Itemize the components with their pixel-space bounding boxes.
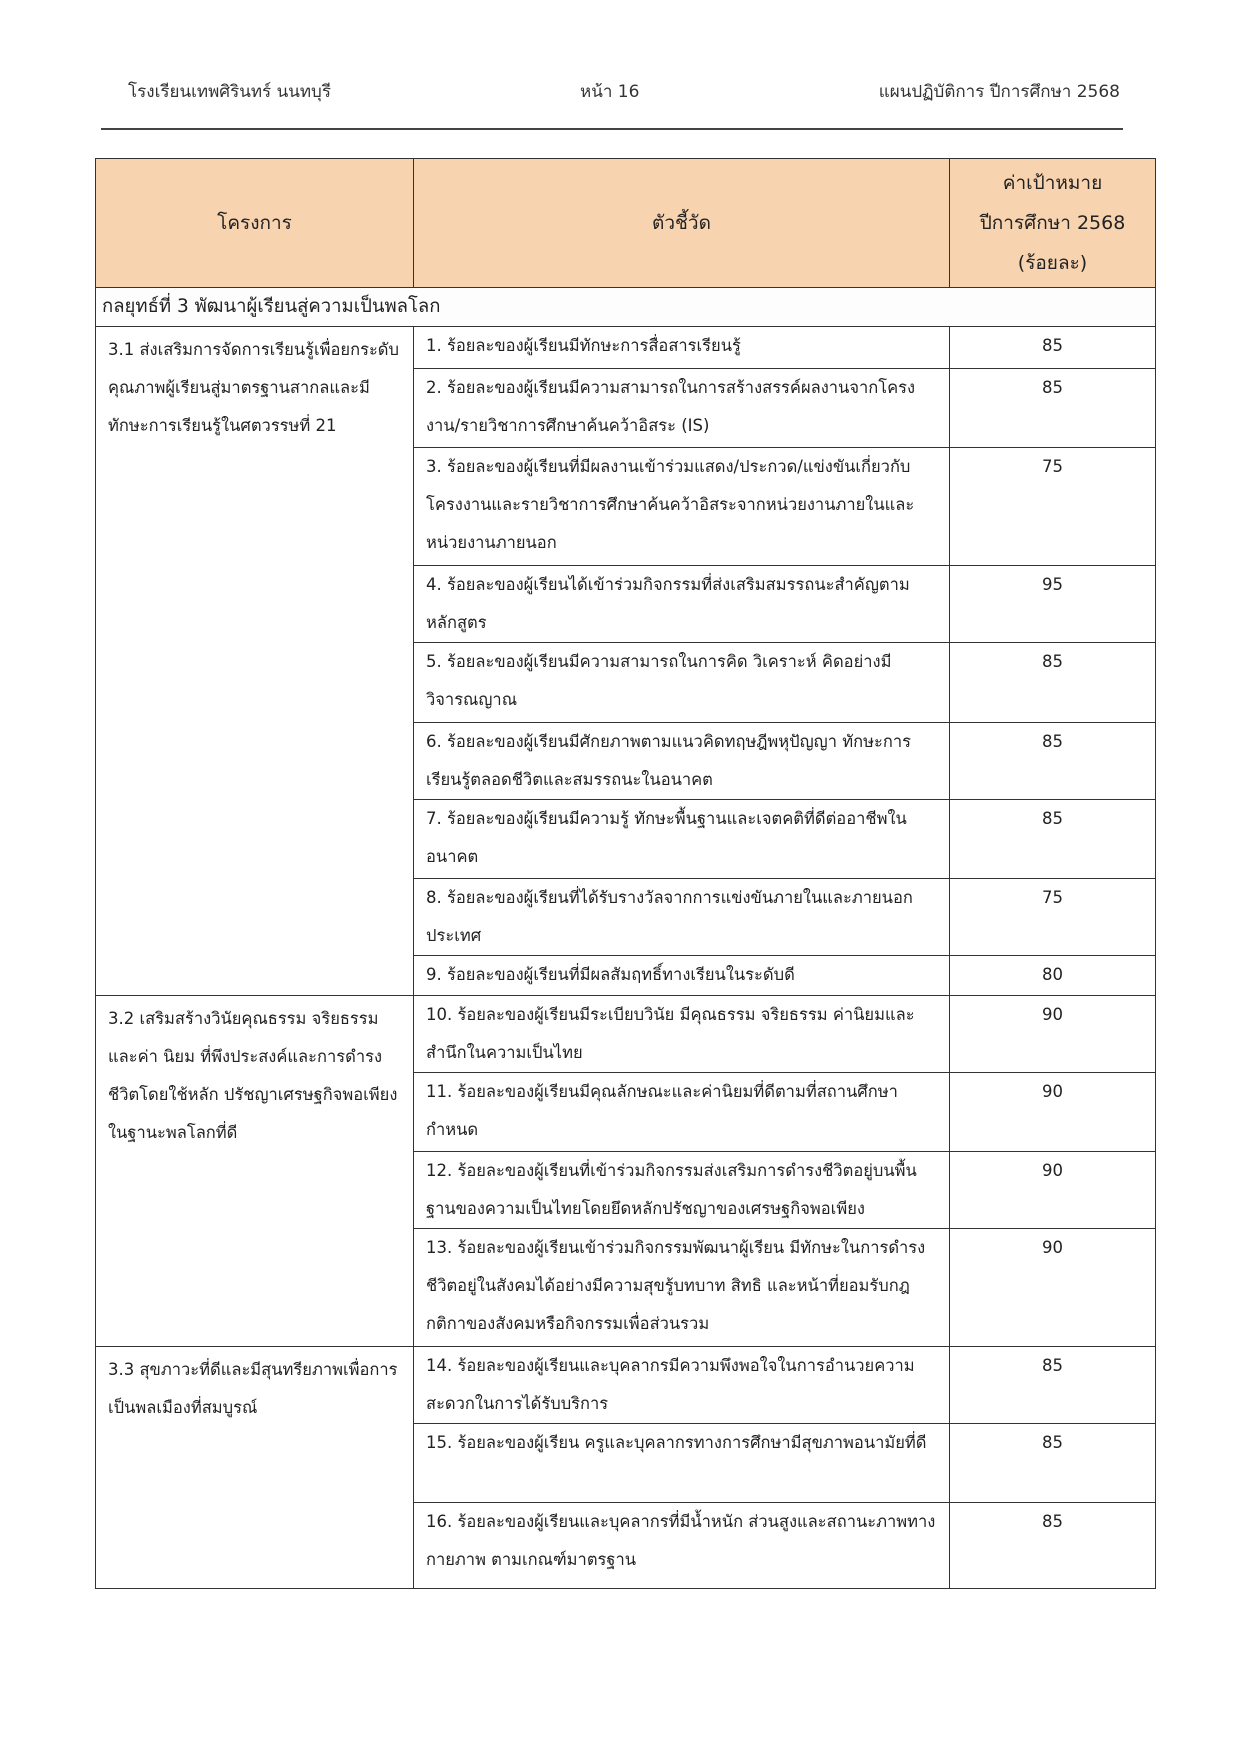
target-cell: 80 xyxy=(950,956,1156,996)
indicator-cell: 7. ร้อยละของผู้เรียนมีความรู้ ทักษะพื้นฐานและเจตคติที่ดีต่ออาชีพในอนาคต xyxy=(414,800,950,879)
table-row xyxy=(96,996,1156,1073)
header-indicator: ตัวชี้วัด xyxy=(414,159,950,288)
target-cell: 85 xyxy=(950,643,1156,723)
project-cell: 3.1 ส่งเสริมการจัดการเรียนรู้เพื่อยกระดับคุณภาพผู้เรียนสู่มาตรฐานสากลและมีทักษะการเรียนรู้ในศตวรรษที่ 21 xyxy=(96,327,414,996)
header-target xyxy=(950,159,1156,288)
indicator-cell: 16. ร้อยละของผู้เรียนและบุคลากรที่มีน้ำหนัก ส่วนสูงและสถานะภาพทางกายภาพ ตามเกณฑ์มาตรฐาน xyxy=(414,1503,950,1589)
target-cell: 85 xyxy=(950,1347,1156,1424)
indicator-cell: 1. ร้อยละของผู้เรียนมีทักษะการสื่อสารเรียนรู้ xyxy=(414,327,950,369)
header-project: โครงการ xyxy=(96,159,414,288)
target-cell: 85 xyxy=(950,1424,1156,1503)
indicator-cell: 11. ร้อยละของผู้เรียนมีคุณลักษณะและค่านิยมที่ดีตามที่สถานศึกษากำหนด xyxy=(414,1073,950,1152)
page-number: หน้า 16 xyxy=(580,82,640,102)
table-header-row xyxy=(96,159,1156,288)
indicator-cell: 10. ร้อยละของผู้เรียนมีระเบียบวินัย มีคุณธรรม จริยธรรม ค่านิยมและสำนึกในความเป็นไทย xyxy=(414,996,950,1073)
school-name: โรงเรียนเทพศิรินทร์ นนทบุรี xyxy=(128,82,331,102)
target-cell: 85 xyxy=(950,327,1156,369)
target-cell: 90 xyxy=(950,1229,1156,1347)
indicator-cell: 15. ร้อยละของผู้เรียน ครูและบุคลากรทางการศึกษามีสุขภาพอนามัยที่ดี xyxy=(414,1424,950,1503)
indicator-cell: 9. ร้อยละของผู้เรียนที่มีผลสัมฤทธิ์ทางเรียนในระดับดี xyxy=(414,956,950,996)
target-cell: 85 xyxy=(950,723,1156,800)
table-row xyxy=(96,1347,1156,1424)
strategy-title: กลยุทธ์ที่ 3 พัฒนาผู้เรียนสู่ความเป็นพลโลก xyxy=(96,288,1156,327)
indicator-cell: 13. ร้อยละของผู้เรียนเข้าร่วมกิจกรรมพัฒนาผู้เรียน มีทักษะในการดำรงชีวิตอยู่ในสังคมได้อย่างมีความสุขรู้บทบาท สิทธิ และหน้าที่ยอมรับกฎกติกาของสังคมหรือกิจกรรมเพื่อส่วนรวม xyxy=(414,1229,950,1347)
header-divider xyxy=(101,128,1123,130)
project-cell: 3.2 เสริมสร้างวินัยคุณธรรม จริยธรรมและค่า นิยม ที่พึงประสงค์และการดำรงชีวิตโดยใช้หลัก ปรัชญาเศรษฐกิจพอเพียงในฐานะพลโลกที่ดี xyxy=(96,996,414,1347)
target-cell: 85 xyxy=(950,369,1156,448)
indicator-cell: 12. ร้อยละของผู้เรียนที่เข้าร่วมกิจกรรมส่งเสริมการดำรงชีวิตอยู่บนพื้นฐานของความเป็นไทยโดยยึดหลักปรัชญาของเศรษฐกิจพอเพียง xyxy=(414,1152,950,1229)
target-cell: 90 xyxy=(950,996,1156,1073)
indicator-cell: 6. ร้อยละของผู้เรียนมีศักยภาพตามแนวคิดทฤษฎีพหุปัญญา ทักษะการเรียนรู้ตลอดชีวิตและสมรรถนะในอนาคต xyxy=(414,723,950,800)
indicator-cell: 8. ร้อยละของผู้เรียนที่ได้รับรางวัลจากการแข่งขันภายในและภายนอก ประเทศ xyxy=(414,879,950,956)
indicator-cell: 2. ร้อยละของผู้เรียนมีความสามารถในการสร้างสรรค์ผลงานจากโครงงาน/รายวิชาการศึกษาค้นคว้าอิสระ (IS) xyxy=(414,369,950,448)
header-target-line: (ร้อยละ) xyxy=(1017,252,1088,274)
target-cell: 75 xyxy=(950,448,1156,566)
indicator-cell: 14. ร้อยละของผู้เรียนและบุคลากรมีความพึงพอใจในการอำนวยความสะดวกในการได้รับบริการ xyxy=(414,1347,950,1424)
table-row xyxy=(96,327,1156,369)
target-cell: 75 xyxy=(950,879,1156,956)
target-cell: 90 xyxy=(950,1073,1156,1152)
target-cell: 85 xyxy=(950,800,1156,879)
target-cell: 90 xyxy=(950,1152,1156,1229)
indicator-cell: 5. ร้อยละของผู้เรียนมีความสามารถในการคิด วิเคราะห์ คิดอย่างมีวิจารณญาณ xyxy=(414,643,950,723)
header-target-line: ปีการศึกษา 2568 xyxy=(979,212,1126,234)
plan-title: แผนปฏิบัติการ ปีการศึกษา 2568 xyxy=(878,82,1120,102)
indicator-cell: 3. ร้อยละของผู้เรียนที่มีผลงานเข้าร่วมแสดง/ประกวด/แข่งขันเกี่ยวกับโครงงานและรายวิชาการศึกษาค้นคว้าอิสระจากหน่วยงานภายในและหน่วยงานภายนอก xyxy=(414,448,950,566)
indicator-table xyxy=(95,158,1156,1589)
header-target-line: ค่าเป้าหมาย xyxy=(1002,172,1103,194)
target-cell: 95 xyxy=(950,566,1156,643)
project-cell: 3.3 สุขภาวะที่ดีและมีสุนทรียภาพเพื่อการเป็นพลเมืองที่สมบูรณ์ xyxy=(96,1347,414,1589)
target-cell: 85 xyxy=(950,1503,1156,1589)
indicator-cell: 4. ร้อยละของผู้เรียนได้เข้าร่วมกิจกรรมที่ส่งเสริมสมรรถนะสำคัญตามหลักสูตร xyxy=(414,566,950,643)
strategy-row xyxy=(96,288,1156,327)
